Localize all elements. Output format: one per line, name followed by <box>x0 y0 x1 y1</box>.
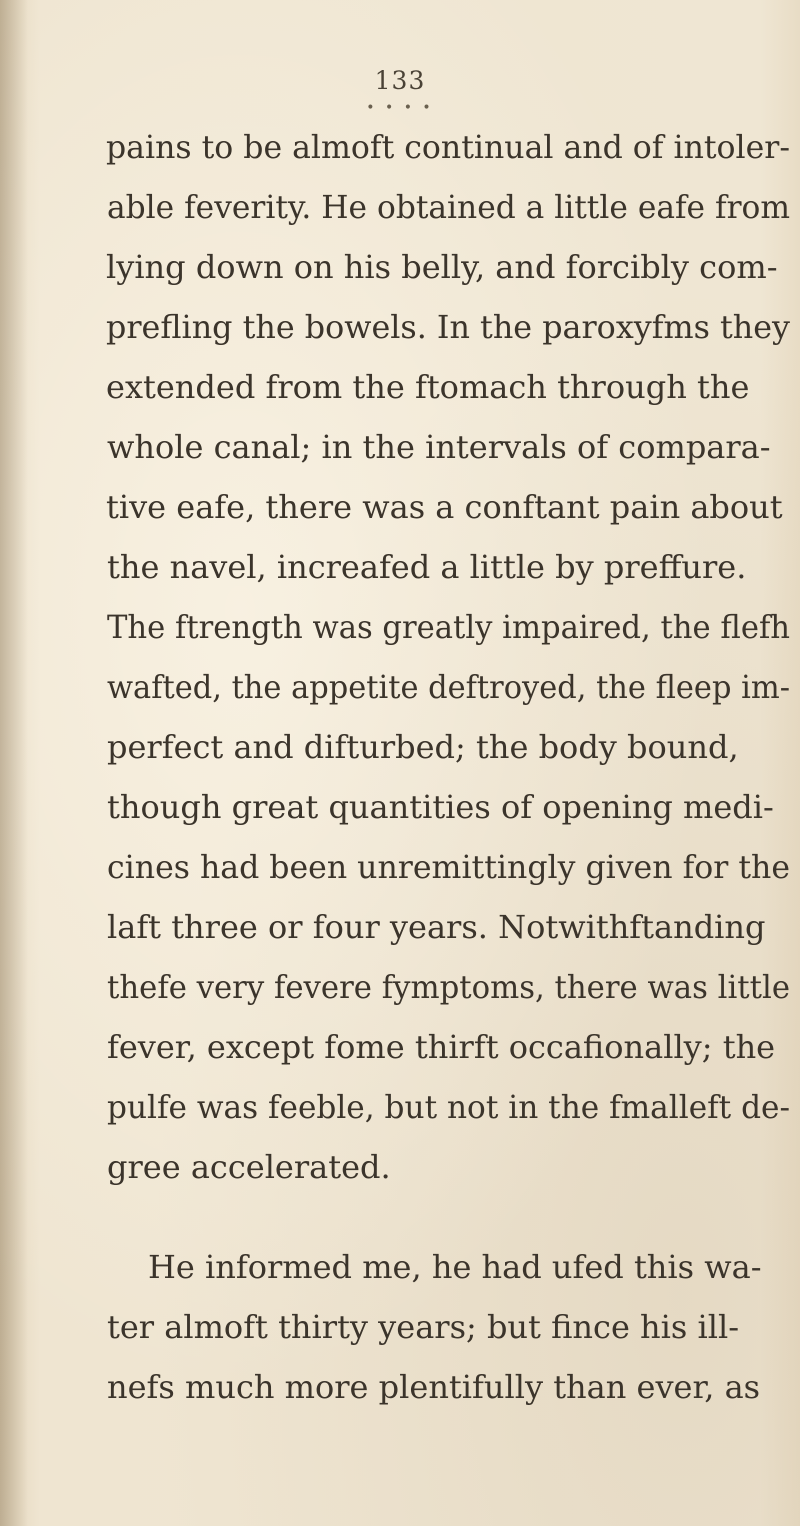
text-line <box>107 542 746 592</box>
line-text: though great quantities of opening medi- <box>107 788 774 826</box>
page-ornament: • • • • <box>366 100 434 116</box>
text-line <box>107 842 800 892</box>
line-text: prefling the bowels. In the paroxyfms they <box>106 308 790 346</box>
text-line <box>148 1242 762 1292</box>
text-line <box>107 722 739 772</box>
line-text: able feverity. He obtained a little eafe from <box>107 188 790 226</box>
line-text: nefs much more plentifully than ever, as <box>107 1368 761 1406</box>
line-text: The ftrength was greatly impaired, the flefh <box>107 608 790 646</box>
line-text: laft three or four years. Notwithftanding <box>107 908 766 946</box>
text-line <box>107 602 800 652</box>
line-text: tive eafe, there was a conftant pain about <box>106 488 783 526</box>
text-line <box>107 1082 800 1132</box>
text-line <box>106 362 749 412</box>
line-text: thefe very fevere fymptoms, there was little <box>107 968 790 1006</box>
text-line <box>107 1302 739 1352</box>
line-text: gree accelerated. <box>107 1148 391 1186</box>
text-line <box>107 1142 391 1192</box>
line-text: fever, except fome thirft occafionally; the <box>107 1028 776 1066</box>
line-text: wafted, the appetite deftroyed, the fleep im- <box>107 668 790 706</box>
line-text: pains to be almoft continual and of intoler- <box>106 128 790 166</box>
line-text: perfect and difturbed; the body bound, <box>107 728 739 766</box>
text-line <box>107 182 800 232</box>
text-line <box>106 302 795 352</box>
text-line <box>106 122 800 172</box>
text-line <box>107 1022 775 1072</box>
text-line <box>107 1362 760 1412</box>
line-text: cines had been unremittingly given for the <box>107 848 790 886</box>
text-line <box>107 962 800 1012</box>
line-text: lying down on his belly, and forcibly com- <box>106 248 778 286</box>
line-text: extended from the ftomach through the <box>106 368 750 406</box>
text-line <box>106 482 783 532</box>
line-text: whole canal; in the intervals of compara- <box>107 428 771 466</box>
line-text: pulfe was feeble, but not in the fmalleft de- <box>107 1088 790 1126</box>
text-line <box>107 422 771 472</box>
page-number: 133 <box>374 66 426 95</box>
text-line <box>107 782 774 832</box>
text-line <box>107 662 800 712</box>
line-text: ter almoft thirty years; but fince his ill- <box>107 1308 739 1346</box>
text-line <box>106 242 778 292</box>
text-line <box>107 902 766 952</box>
spine-shadow <box>0 0 28 1526</box>
line-text: He informed me, he had ufed this wa- <box>148 1248 762 1286</box>
line-text: the navel, increafed a little by preffure. <box>107 548 747 586</box>
